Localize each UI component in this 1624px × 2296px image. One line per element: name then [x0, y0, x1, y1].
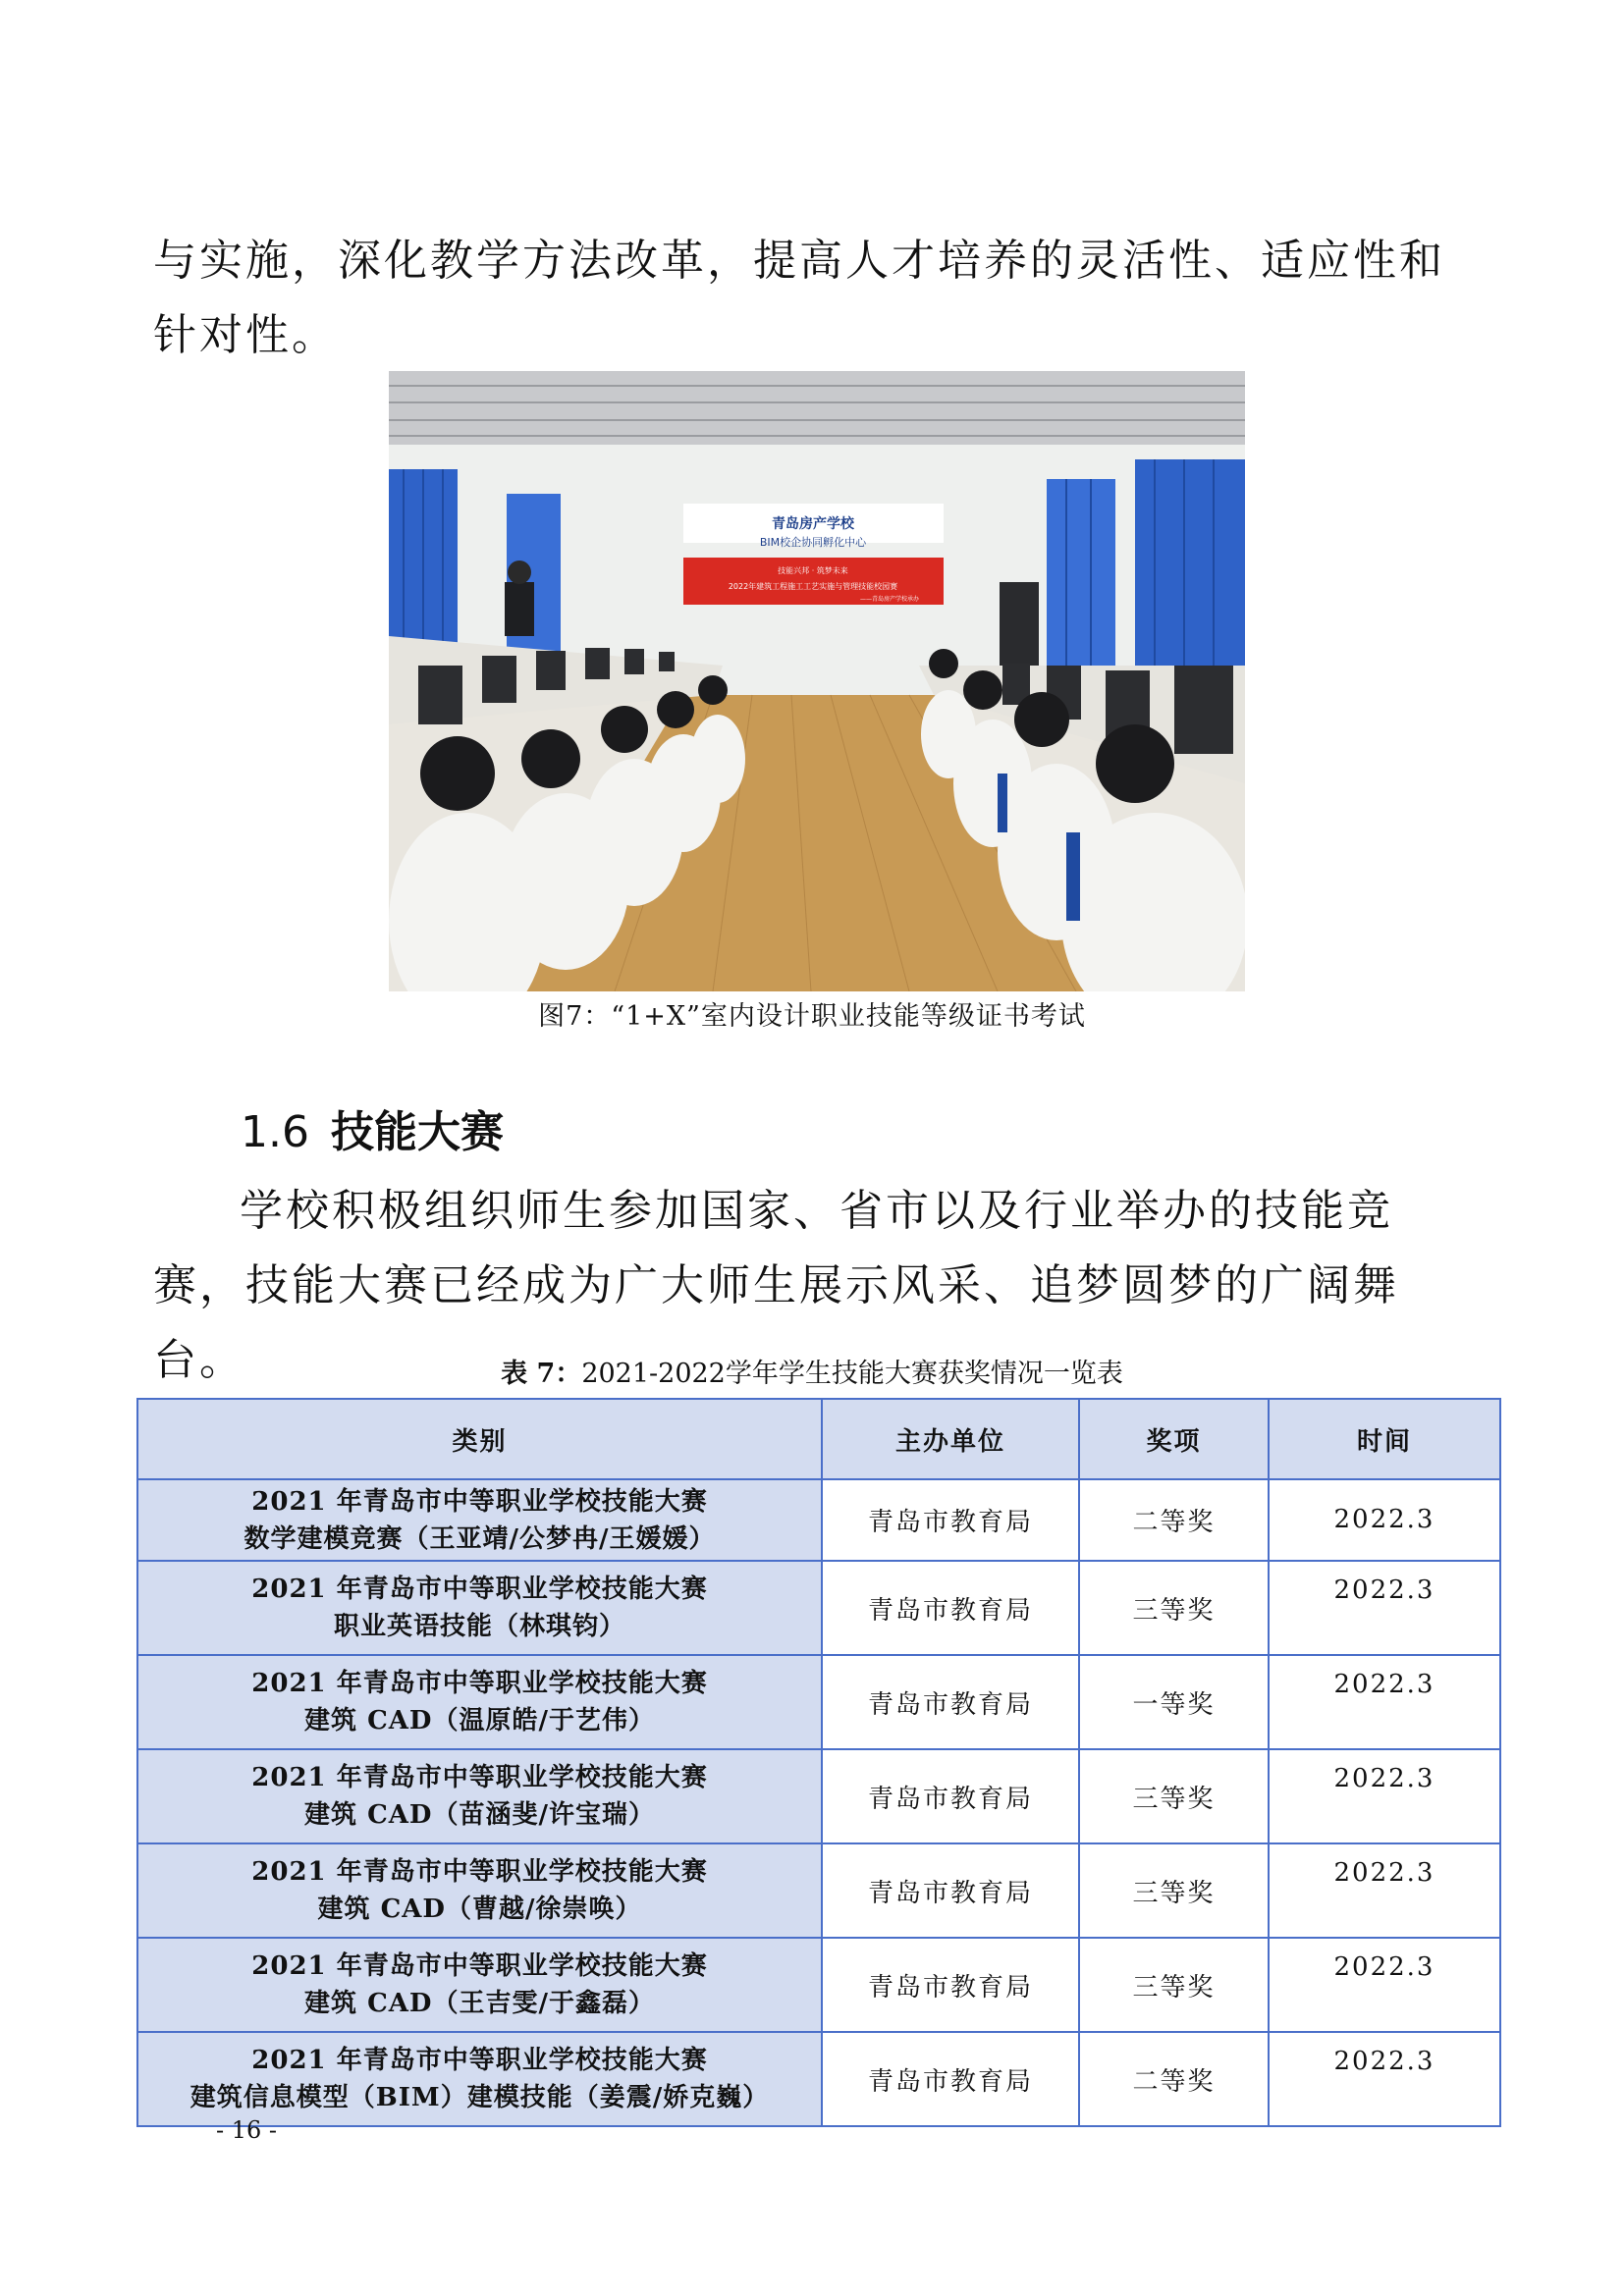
awards-table	[136, 1398, 1501, 2127]
section-number: 1.6	[241, 1107, 309, 1157]
time-cell: 2022.3	[1269, 1843, 1500, 1938]
body-paragraph: 学校积极组织师生参加国家、省市以及行业举办的技能竞赛，技能大赛已经成为广大师生展示风采、追梦圆梦的广阔舞台。	[153, 1186, 1399, 1385]
category-line-1: 2021 年青岛市中等职业学校技能大赛	[251, 1486, 708, 1517]
category-line-2: 建筑信息模型（BIM）建模技能（姜震/娇克巍）	[189, 2083, 770, 2112]
header-award: 奖项	[1079, 1399, 1269, 1479]
banner-slogan-text: 技能兴邦 · 筑梦未来	[778, 566, 848, 575]
category-line-1: 2021 年青岛市中等职业学校技能大赛	[251, 1857, 708, 1887]
table-row	[137, 1655, 1500, 1749]
category-line-1: 2021 年青岛市中等职业学校技能大赛	[251, 1575, 708, 1604]
header-time: 时间	[1269, 1399, 1500, 1479]
time-cell: 2022.3	[1269, 1938, 1500, 2032]
category-cell	[137, 1655, 822, 1749]
category-line-2: 建筑 CAD（温原皓/于艺伟）	[304, 1706, 655, 1735]
award-cell: 二等奖	[1079, 2032, 1269, 2126]
table-row	[137, 1938, 1500, 2032]
table-row	[137, 1479, 1500, 1561]
table-caption-label: 表 7：	[501, 1359, 582, 1389]
section-title: 技能大赛	[330, 1107, 504, 1157]
banner-school-text: 青岛房产学校	[772, 516, 854, 532]
table-header-row	[137, 1399, 1500, 1479]
header-category: 类别	[137, 1399, 822, 1479]
organizer-cell: 青岛市教育局	[822, 1655, 1079, 1749]
organizer-cell: 青岛市教育局	[822, 2032, 1079, 2126]
award-cell: 三等奖	[1079, 1561, 1269, 1655]
table-row	[137, 1843, 1500, 1938]
award-cell: 三等奖	[1079, 1938, 1269, 2032]
page-number: - 16 -	[216, 2116, 278, 2144]
banner-title-text: 2022年建筑工程施工工艺实施与管理技能校园赛	[728, 582, 898, 591]
time-cell: 2022.3	[1269, 1655, 1500, 1749]
time-cell: 2022.3	[1269, 1479, 1500, 1561]
category-line-1: 2021 年青岛市中等职业学校技能大赛	[251, 1669, 708, 1698]
category-cell	[137, 1749, 822, 1843]
banner-sign-text: ——青岛房产学校承办	[859, 596, 920, 603]
category-cell	[137, 1561, 822, 1655]
section-heading	[241, 1103, 504, 1162]
time-cell: 2022.3	[1269, 1749, 1500, 1843]
body-paragraph: 与实施，深化教学方法改革，提高人才培养的灵活性、适应性和针对性。	[153, 236, 1445, 360]
time-cell: 2022.3	[1269, 1561, 1500, 1655]
banner-center-text: BIM校企协同孵化中心	[759, 536, 867, 549]
category-cell	[137, 2032, 822, 2126]
category-cell	[137, 1479, 822, 1561]
exam-room-photo	[389, 371, 1245, 991]
category-line-2: 建筑 CAD（曹越/徐崇唤）	[317, 1895, 642, 1924]
category-cell	[137, 1843, 822, 1938]
table-caption	[0, 1352, 1624, 1390]
table-row	[137, 1561, 1500, 1655]
time-cell: 2022.3	[1269, 2032, 1500, 2126]
category-line-2: 数学建模竞赛（王亚靖/公梦冉/王媛媛）	[244, 1523, 716, 1554]
category-line-1: 2021 年青岛市中等职业学校技能大赛	[251, 2046, 708, 2075]
table-caption-text: 2021-2022学年学生技能大赛获奖情况一览表	[581, 1359, 1123, 1389]
award-cell: 一等奖	[1079, 1655, 1269, 1749]
organizer-cell: 青岛市教育局	[822, 1843, 1079, 1938]
organizer-cell: 青岛市教育局	[822, 1938, 1079, 2032]
organizer-cell: 青岛市教育局	[822, 1749, 1079, 1843]
header-organizer: 主办单位	[822, 1399, 1079, 1479]
category-line-2: 建筑 CAD（王吉雯/于鑫磊）	[304, 1989, 655, 2018]
table-row	[137, 2032, 1500, 2126]
organizer-cell: 青岛市教育局	[822, 1479, 1079, 1561]
award-cell: 三等奖	[1079, 1749, 1269, 1843]
category-line-1: 2021 年青岛市中等职业学校技能大赛	[251, 1951, 708, 1981]
category-cell	[137, 1938, 822, 2032]
table-row	[137, 1749, 1500, 1843]
award-cell: 二等奖	[1079, 1479, 1269, 1561]
category-line-1: 2021 年青岛市中等职业学校技能大赛	[251, 1763, 708, 1792]
organizer-cell: 青岛市教育局	[822, 1561, 1079, 1655]
category-line-2: 职业英语技能（林琪钧）	[333, 1612, 625, 1641]
category-line-2: 建筑 CAD（苗涵斐/许宝瑞）	[304, 1800, 655, 1830]
figure-caption: 图7：“1+X”室内设计职业技能等级证书考试	[538, 1001, 1086, 1032]
award-cell: 三等奖	[1079, 1843, 1269, 1938]
